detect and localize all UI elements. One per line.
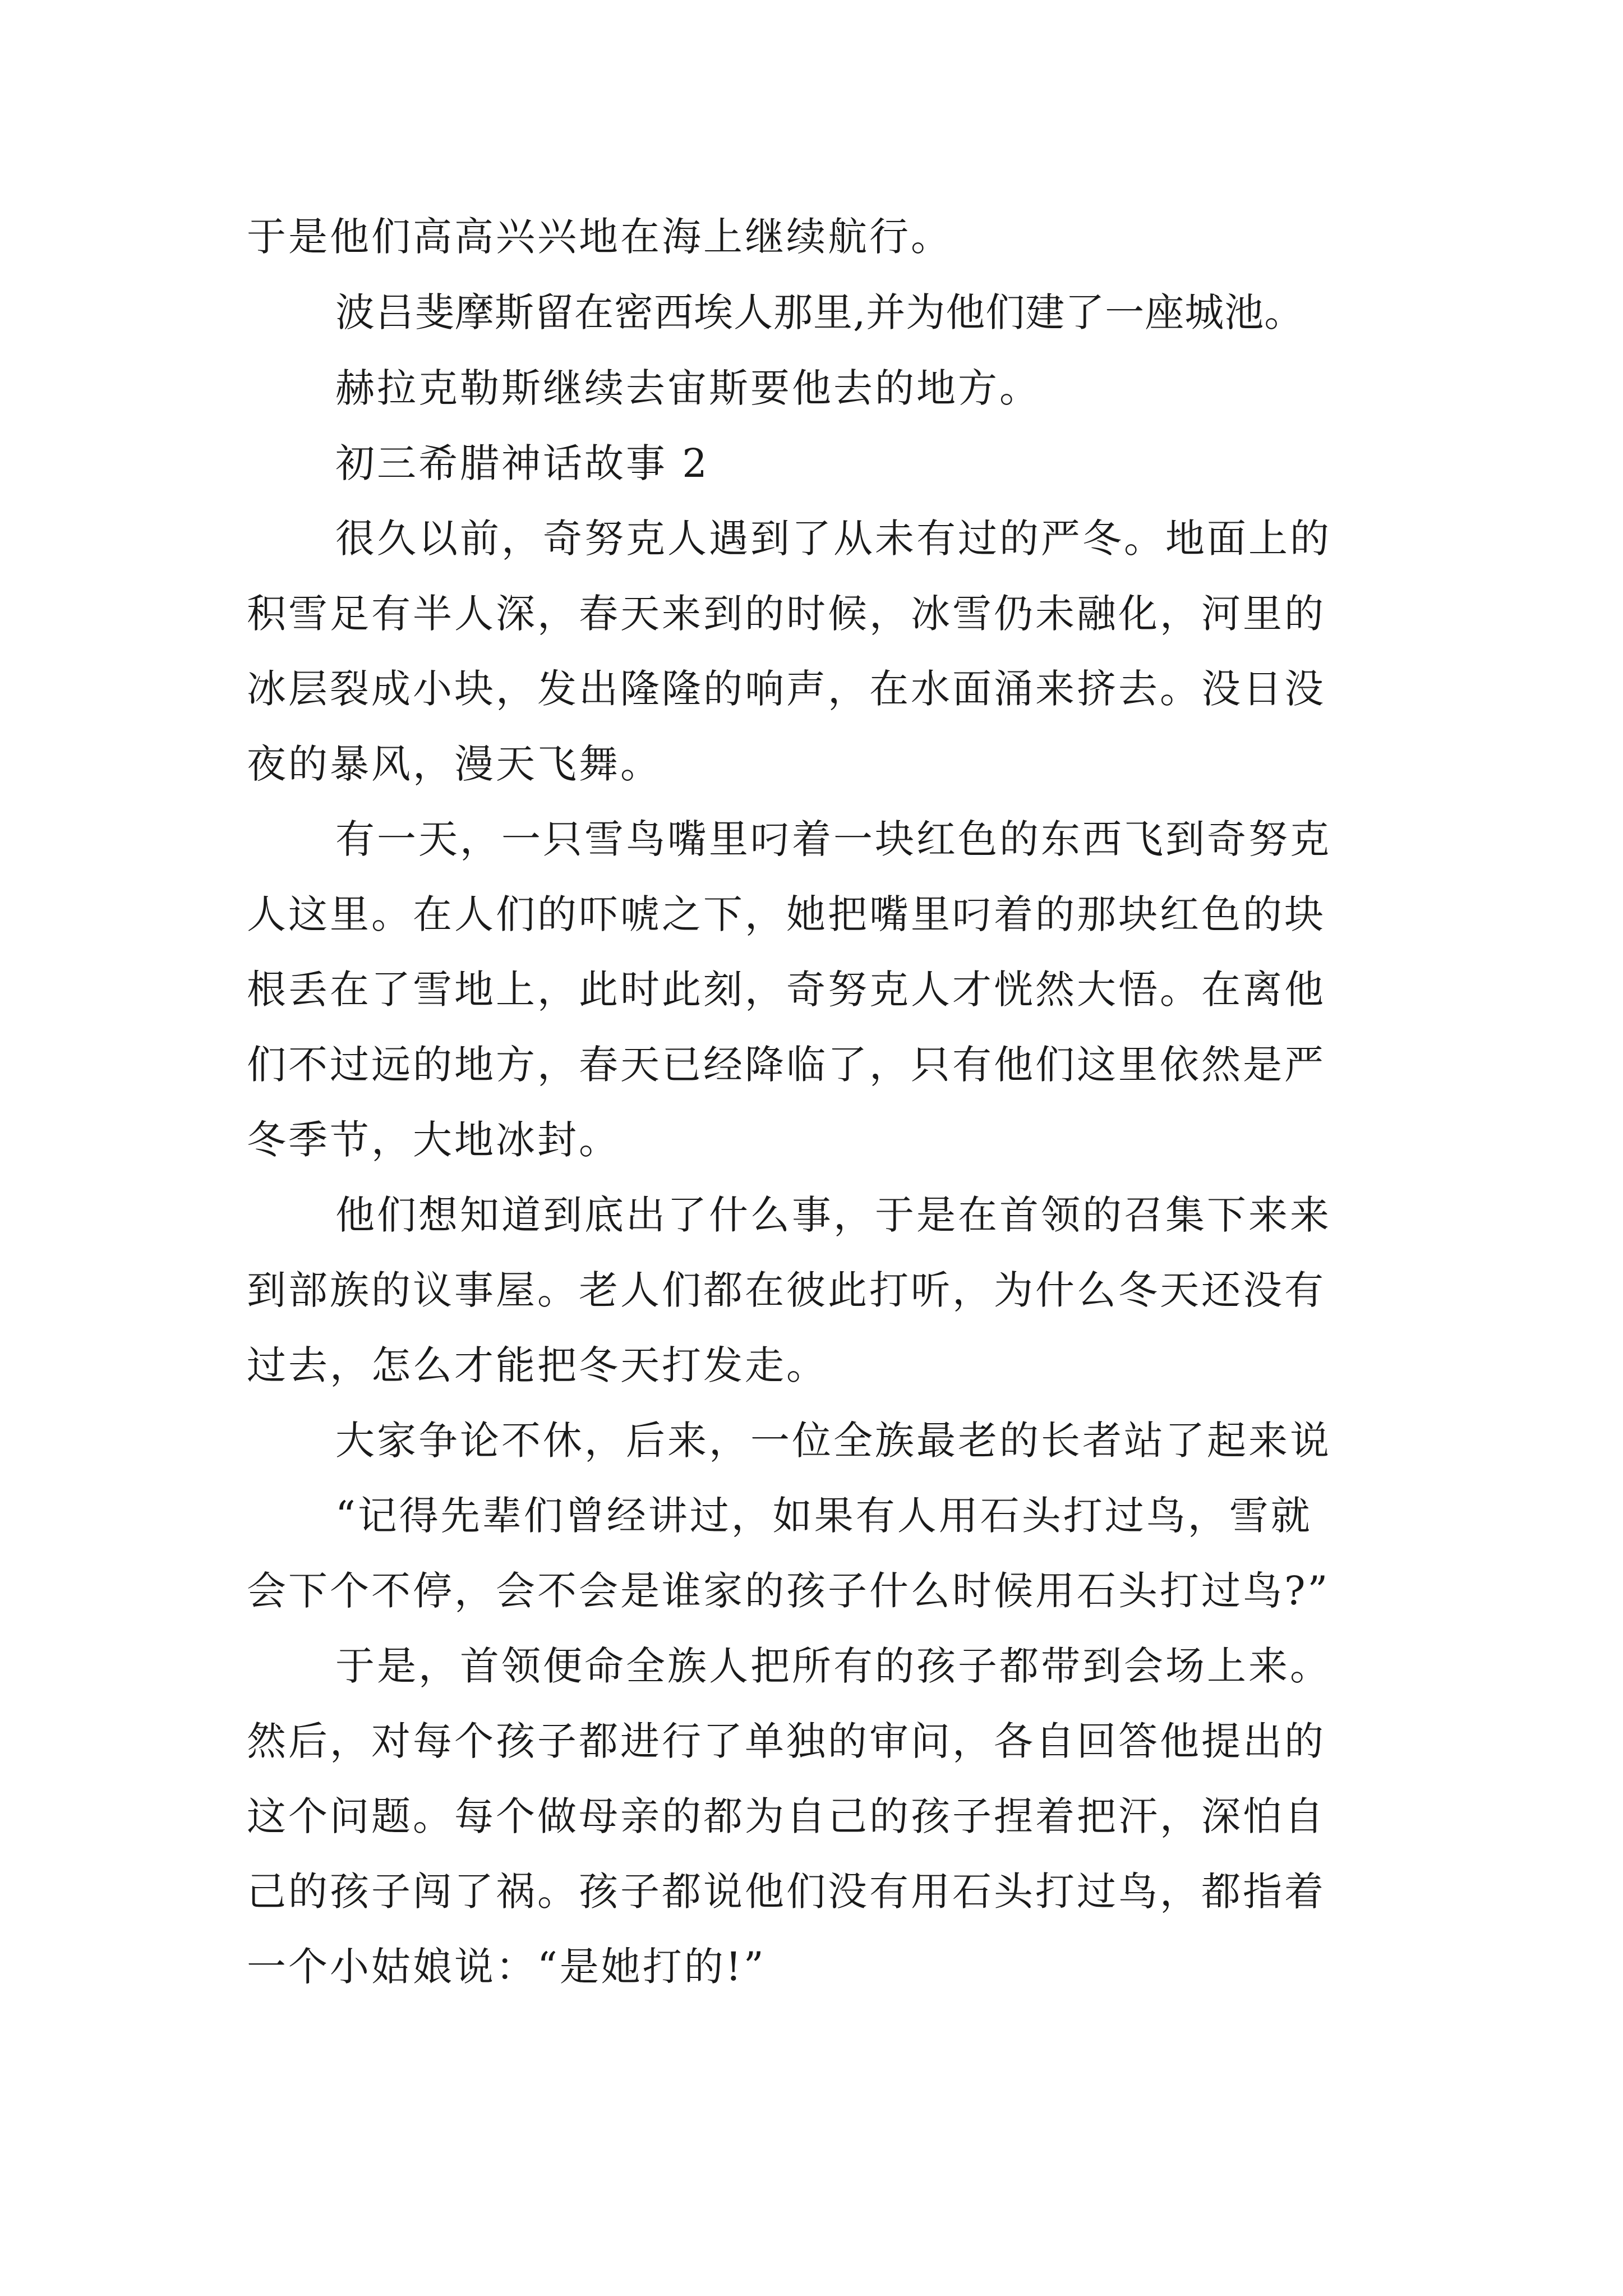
paragraph-line: 波吕斐摩斯留在密西埃人那里,并为他们建了一座城池。	[335, 289, 1304, 335]
paragraph-line: 然后，对每个孩子都进行了单独的审问，各自回答他提出的	[247, 1718, 1326, 1764]
paragraph-line: 冬季节，大地冰封。	[247, 1117, 620, 1163]
paragraph-line: 赫拉克勒斯继续去宙斯要他去的地方。	[335, 365, 1041, 411]
paragraph-line: “记得先辈们曾经讲过，如果有人用石头打过鸟，雪就	[335, 1493, 1312, 1539]
paragraph-line: 会下个不停，会不会是谁家的孩子什么时候用石头打过鸟?”	[247, 1568, 1330, 1614]
paragraph-line: 过去，怎么才能把冬天打发走。	[247, 1342, 828, 1388]
paragraph-line: 根丢在了雪地上，此时此刻，奇努克人才恍然大悟。在离他	[247, 967, 1326, 1013]
paragraph-line: 到部族的议事屋。老人们都在彼此打听，为什么冬天还没有	[247, 1267, 1326, 1313]
paragraph-line: 于是，首领便命全族人把所有的孩子都带到会场上来。	[335, 1643, 1331, 1689]
paragraph-line: 们不过远的地方，春天已经降临了，只有他们这里依然是严	[247, 1042, 1326, 1088]
paragraph-line: 一个小姑娘说：“是她打的!”	[247, 1944, 766, 1990]
paragraph-line: 于是他们高高兴兴地在海上继续航行。	[247, 214, 952, 260]
paragraph-line: 有一天，一只雪鸟嘴里叼着一块红色的东西飞到奇努克	[335, 816, 1331, 862]
paragraph-line: 他们想知道到底出了什么事，于是在首领的召集下来来	[335, 1192, 1331, 1238]
paragraph-line: 积雪足有半人深，春天来到的时候，冰雪仍未融化，河里的	[247, 591, 1326, 637]
paragraph-line: 这个问题。每个做母亲的都为自己的孩子捏着把汗，深怕自	[247, 1793, 1326, 1839]
paragraph-line: 很久以前，奇努克人遇到了从未有过的严冬。地面上的	[335, 516, 1331, 562]
paragraph-line: 冰层裂成小块，发出隆隆的响声，在水面涌来挤去。没日没	[247, 666, 1326, 712]
paragraph-line: 大家争论不休，后来，一位全族最老的长者站了起来说	[335, 1418, 1331, 1464]
paragraph-line: 己的孩子闯了祸。孩子都说他们没有用石头打过鸟，都指着	[247, 1869, 1326, 1915]
paragraph-line: 夜的暴风，漫天飞舞。	[247, 741, 662, 787]
section-title: 初三希腊神话故事 2	[335, 440, 709, 486]
paragraph-line: 人这里。在人们的吓唬之下，她把嘴里叼着的那块红色的块	[247, 891, 1326, 937]
